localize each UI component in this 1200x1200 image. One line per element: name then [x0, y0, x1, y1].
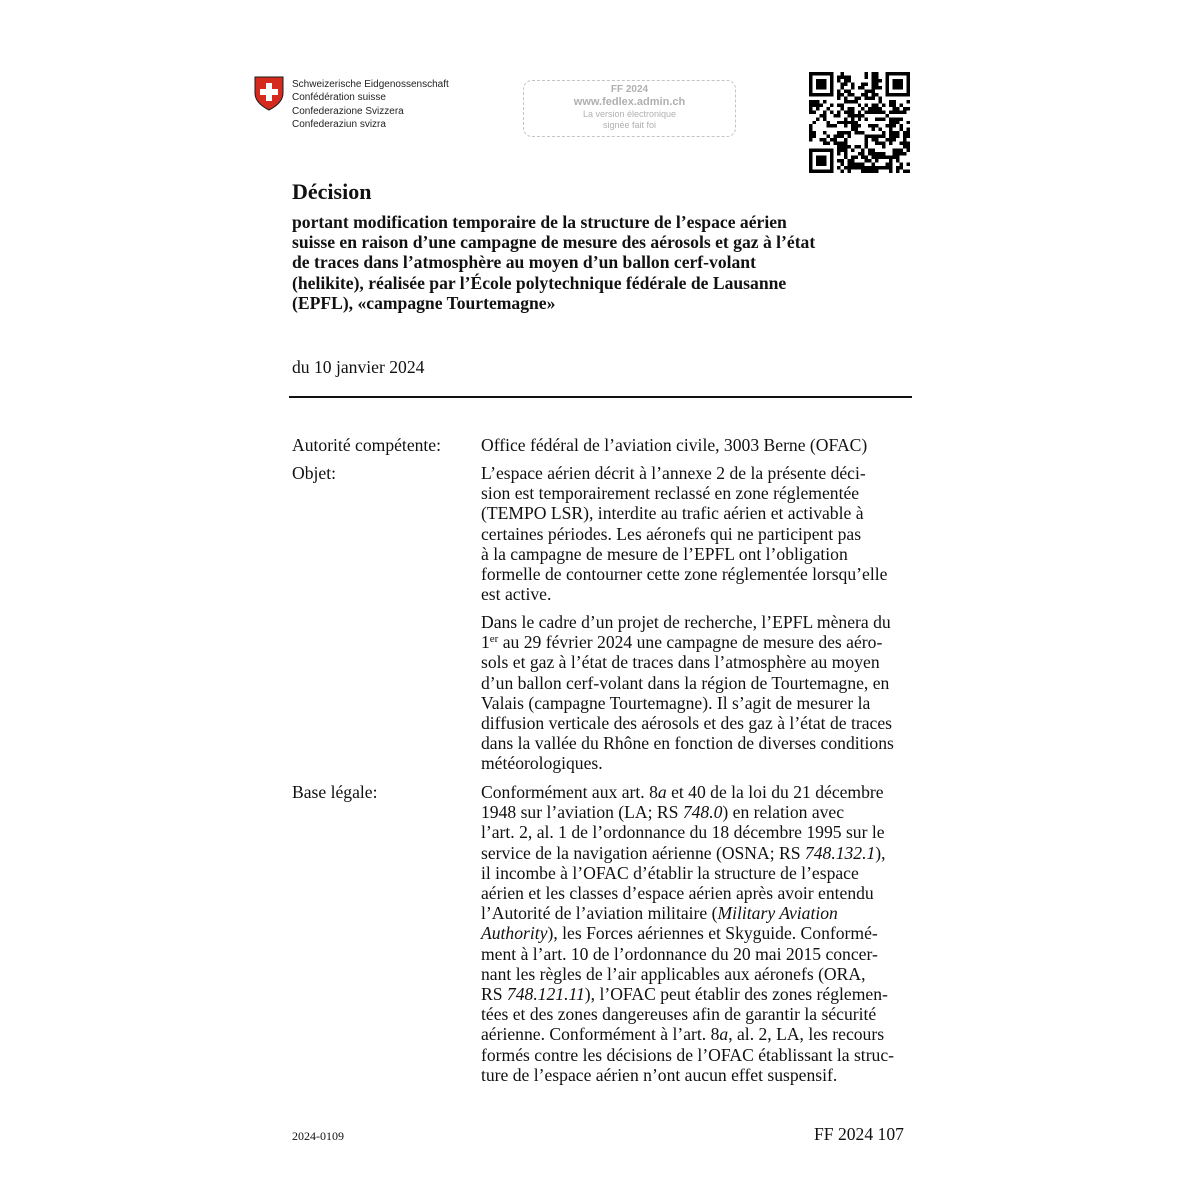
paragraph-line: ment à l’art. 10 de l’ordonnance du 20 mai 2015 concer-: [481, 943, 878, 964]
superscript: er: [489, 633, 499, 646]
text-run: ), l’OFAC peut établir des zones réglemen-: [584, 984, 888, 1005]
italic-run: 748.0: [682, 802, 723, 823]
confederation-name-fr: Confédération suisse: [292, 92, 386, 104]
text-run: 1: [481, 632, 490, 653]
italic-run: a: [719, 1024, 729, 1045]
paragraph-line: nant les règles de l’air applicables aux aéronefs (ORA,: [481, 963, 866, 984]
paragraph-line: dans la vallée du Rhône en fonction de diverses conditions: [481, 733, 894, 754]
paragraph-line: [481, 903, 921, 923]
paragraph-line: l’art. 2, al. 1 de l’ordonnance du 18 décembre 1995 sur le: [481, 822, 885, 843]
paragraph-line: ture de l’espace aérien n’ont aucun effet suspensif.: [481, 1064, 838, 1085]
divider: [289, 396, 912, 398]
document-date: du 10 janvier 2024: [292, 357, 425, 377]
paragraph-line: est active.: [481, 584, 552, 605]
paragraph-line: [481, 632, 921, 652]
qr-code-icon[interactable]: [809, 72, 910, 173]
legal-basis-paragraph: [481, 782, 921, 1085]
stamp-line-2: www.fedlex.admin.ch: [573, 96, 686, 108]
object-paragraph-1: [481, 463, 921, 604]
page-reference: FF 2024 107: [814, 1124, 904, 1144]
text-run: ) en relation avec: [722, 802, 845, 823]
subtitle-line: suisse en raison d’une campagne de mesure des aérosols et gaz à l’état: [292, 232, 816, 253]
text-run: ), les Forces aériennes et Skyguide. Conformé-: [547, 923, 878, 944]
text-run: Conformément aux art. 8: [481, 782, 658, 802]
paragraph-line: [481, 782, 921, 802]
subtitle-line: de traces dans l’atmosphère au moyen d’un ballon cerf-volant: [292, 252, 756, 273]
text-run: et 40 de la loi du 21 décembre: [666, 782, 884, 802]
document-subtitle: [292, 212, 892, 313]
swiss-coat-of-arms-icon: [254, 76, 284, 111]
document-title: Décision: [292, 179, 372, 204]
subtitle-line: portant modification temporaire de la structure de l’espace aérien: [292, 212, 787, 232]
text-run: au 29 février 2024 une campagne de mesure des aéro-: [498, 632, 883, 653]
paragraph-line: d’un ballon cerf-volant dans la région de Tourtemagne, en: [481, 672, 890, 693]
confederation-name-rm: Confederaziun svizra: [292, 118, 386, 130]
confederation-names: [292, 78, 449, 131]
paragraph-line: certaines périodes. Les aéronefs qui ne participent pas: [481, 523, 862, 544]
authority-value: [481, 435, 921, 455]
paragraph-line: (TEMPO LSR), interdite au trafic aérien et activable à: [481, 503, 864, 524]
stamp-line-4: signée fait foi: [602, 120, 657, 130]
italic-run: Military Aviation: [717, 903, 838, 924]
legal-basis-label: Base légale:: [292, 782, 378, 802]
text-run: l’Autorité de l’aviation militaire (: [481, 903, 718, 924]
authority-line: Office fédéral de l’aviation civile, 3003 Berne (OFAC): [481, 435, 868, 455]
subtitle-line: (helikite), réalisée par l’École polytechnique fédérale de Lausanne: [292, 272, 787, 293]
stamp-line-1: FF 2024: [610, 84, 649, 95]
object-label: Objet:: [292, 463, 336, 483]
text-run: , al. 2, LA, les recours: [728, 1024, 885, 1045]
paragraph-line: sion est temporairement reclassé en zone réglementée: [481, 483, 860, 504]
text-run: service de la navigation aérienne (OSNA; RS: [481, 842, 805, 863]
paragraph-line: formelle de contourner cette zone réglementée lorsqu’elle: [481, 564, 888, 585]
paragraph-line: [481, 1024, 921, 1044]
italic-run: Authority: [481, 923, 548, 944]
confederation-name-it: Confederazione Svizzera: [292, 105, 404, 117]
italic-run: a: [657, 782, 667, 802]
confederation-name-de: Schweizerische Eidgenossenschaft: [292, 79, 449, 90]
subtitle-line: (EPFL), «campagne Tourtemagne»: [292, 292, 556, 313]
paragraph-line: [481, 802, 921, 822]
paragraph-line: formés contre les décisions de l’OFAC établissant la struc-: [481, 1044, 895, 1065]
fedlex-stamp: [523, 80, 736, 137]
object-paragraph-2: [481, 612, 921, 774]
paragraph-line: il incombe à l’OFAC d’établir la structure de l’espace: [481, 862, 859, 883]
italic-run: 748.121.11: [506, 984, 585, 1005]
paragraph-line: sols et gaz à l’état de traces dans l’atmosphère au moyen: [481, 652, 880, 673]
paragraph-line: diffusion verticale des aérosols et des gaz à l’état de traces: [481, 713, 892, 734]
paragraph-line: [481, 923, 921, 943]
paragraph-line: [481, 843, 921, 863]
paragraph-line: aérien et les classes d’espace aérien après avoir entendu: [481, 883, 874, 904]
paragraph-line: [481, 984, 921, 1004]
paragraph-line: Dans le cadre d’un projet de recherche, l’EPFL mènera du: [481, 612, 891, 632]
paragraph-line: à la campagne de mesure de l’EPFL ont l’obligation: [481, 543, 848, 564]
paragraph-line: Valais (campagne Tourtemagne). Il s’agit de mesurer la: [481, 692, 871, 713]
paragraph-line: météorologiques.: [481, 753, 603, 774]
text-run: 1948 sur l’aviation (LA; RS: [481, 802, 683, 823]
paragraph-line: tées et des zones dangereuses afin de garantir la sécurité: [481, 1004, 877, 1025]
text-run: aérienne. Conformément à l’art. 8: [481, 1024, 720, 1045]
text-run: ),: [875, 842, 886, 863]
italic-run: 748.132.1: [804, 842, 876, 863]
authority-label: Autorité compétente:: [292, 435, 442, 455]
paragraph-line: L’espace aérien décrit à l’annexe 2 de la présente déci-: [481, 463, 866, 483]
stamp-line-3: La version électronique: [582, 109, 677, 119]
text-run: RS: [481, 984, 507, 1005]
document-code: 2024-0109: [292, 1129, 344, 1143]
